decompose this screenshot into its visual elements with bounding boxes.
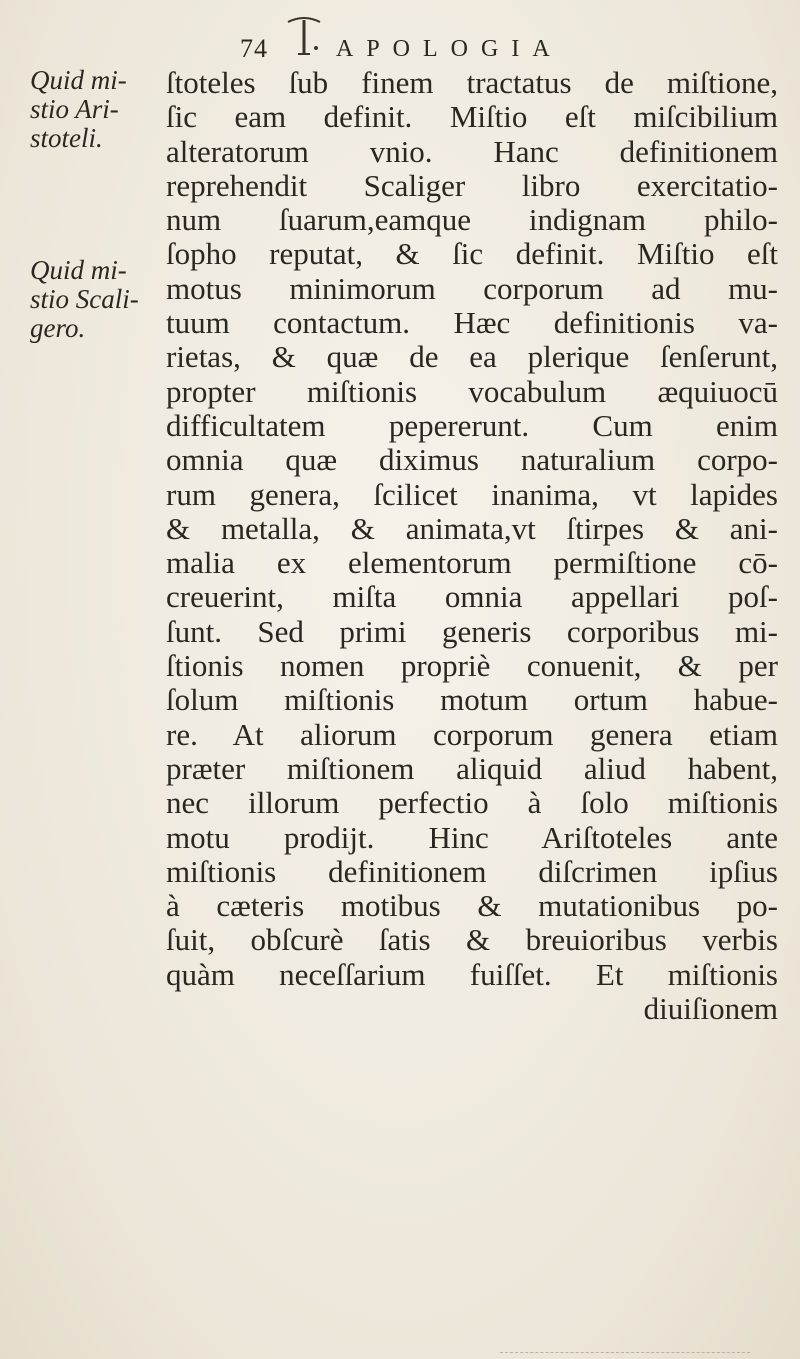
ornament-icon: [284, 14, 324, 58]
text-line: ſunt. Sed primi generis corporibus mi-: [166, 613, 778, 649]
catchword: diuiſionem: [643, 991, 778, 1027]
page-number: 74: [240, 34, 268, 63]
text-line: à cæteris motibus & mutationibus po-: [166, 888, 778, 924]
text-line: ſopho reputat, & ſic definit. Miſtio eſt: [166, 236, 778, 272]
text-line: rum genera, ſcilicet inanima, vt lapides: [166, 476, 778, 512]
text-line: omnia quæ diximus naturalium corpo-: [166, 442, 778, 478]
text-line: nec illorum perfectio à ſolo miſtionis: [166, 785, 778, 821]
text-line: motu prodijt. Hinc Ariſtoteles ante: [166, 819, 778, 855]
text-line: malia ex elementorum permiſtione cō-: [166, 545, 778, 581]
text-line: ſtionis nomen propriè conuenit, & per: [166, 648, 778, 684]
text-line: propter miſtionis vocabulum æquiuocū: [166, 373, 778, 409]
running-head: [240, 14, 760, 64]
footer-rule: [500, 1352, 750, 1354]
margin-note-aristotle: Quid mi- stio Ari- stoteli.: [30, 65, 127, 153]
main-text: [166, 66, 778, 1026]
text-line: ſic eam definit. Miſtio eſt miſcibilium: [166, 99, 778, 135]
text-line: & metalla, & animata,vt ſtirpes & ani-: [166, 510, 778, 546]
text-line: rietas, & quæ de ea plerique ſenſerunt,: [166, 339, 778, 375]
text-line: miſtionis definitionem diſcrimen ipſius: [166, 853, 778, 889]
text-line: re. At aliorum corporum genera etiam: [166, 716, 778, 752]
text-line: difficultatem pepererunt. Cum enim: [166, 407, 778, 443]
running-title: APOLOGIA: [336, 36, 563, 62]
text-line: tuum contactum. Hæc definitionis va-: [166, 305, 778, 341]
text-line: ſuit, obſcurè ſatis & breuioribus verbis: [166, 922, 778, 958]
text-line: creuerint, miſta omnia appellari poſ-: [166, 579, 778, 615]
text-line: quàm neceſſarium fuiſſet. Et miſtionis: [166, 956, 778, 992]
text-line: alteratorum vnio. Hanc definitionem: [166, 133, 778, 169]
text-line: ſtoteles ſub finem tractatus de miſtione,: [166, 65, 778, 100]
text-line: motus minimorum corporum ad mu-: [166, 270, 778, 306]
text-line: præter miſtionem aliquid aliud habent,: [166, 750, 778, 786]
text-line: ſolum miſtionis motum ortum habue-: [166, 682, 778, 718]
text-line: num ſuarum,eamque indignam philo-: [166, 202, 778, 238]
margin-note-scaliger: Quid mi- stio Scali- gero.: [30, 255, 139, 343]
text-line: reprehendit Scaliger libro exercitatio-: [166, 167, 778, 203]
